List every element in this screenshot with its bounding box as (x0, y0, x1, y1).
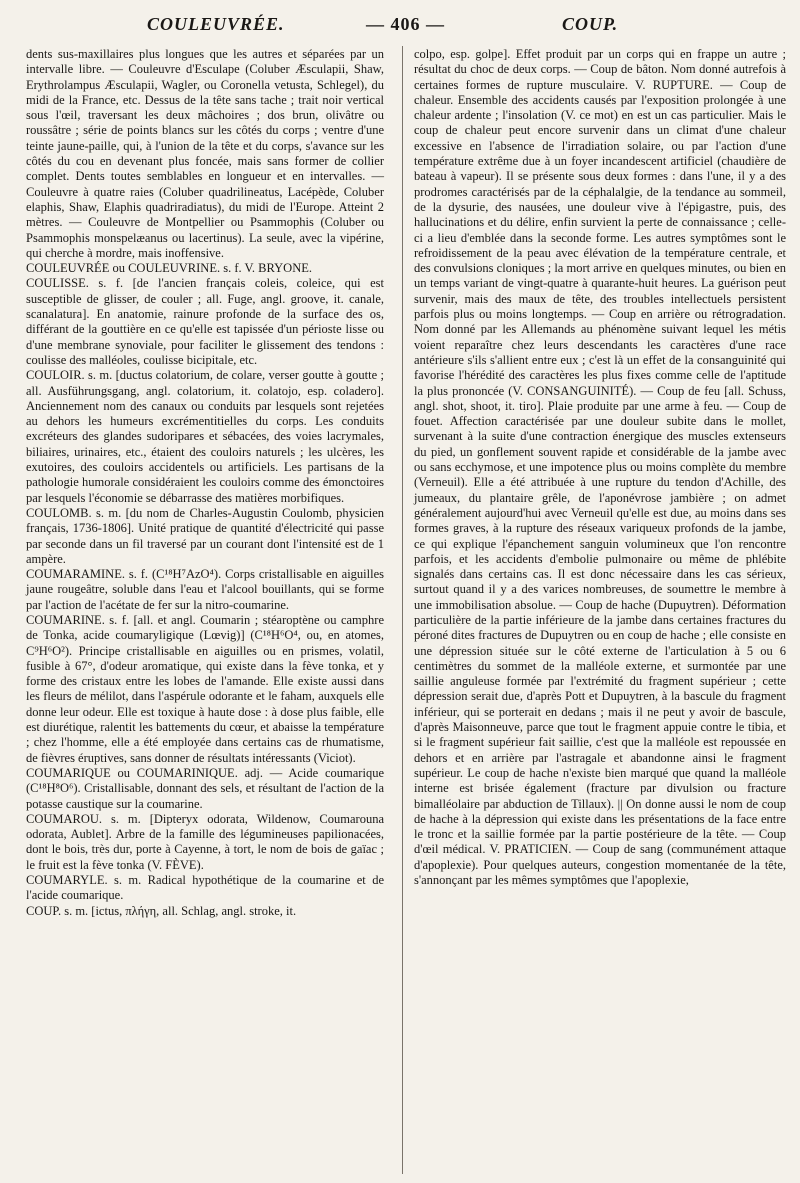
entry-text: COUMARYLE. s. m. Radical hypothétique de la coumarine et de l'acide coumarique. (26, 873, 384, 903)
entry-text: dents sus-maxillaires plus longues que les autres et séparées par un intervalle libre. — Couleuvre d'Esculape (Coluber Æsculapii, Shaw, Erythrolampus Æsculapii, Wagler, ou Coronella vetusta, Schlegel), du midi de la France, etc. Dessus de la tête sans tache ; trait noir vertical sous l'œil, traversant les deux mâchoires ; dos brun, olivâtre ou roussâtre ; série de points blancs sur les côtés du corps ; ventre d'une teinte jaune-paille, qui, à l'union de la tête et du corps, s'avance sur les côtés du cou en devenant plus foncée, mais sans former de collier complet. Dents toutes semblables en longueur et en intervalles. — Couleuvre à quatre raies (Coluber quadrilineatus, Lacépède, Coluber elaphis, Shaw, Elaphis quadriradiatus), du midi de l'Europe. Atteint 2 mètres. — Couleuvre de Montpellier ou Psammophis (Coluber ou Psammophis monspelæanus ou lacertinus). La seule, avec la vipérine, qui cherche à mordre, mais inoffensive. (26, 47, 384, 260)
entry-text: COULISSE. s. f. [de l'ancien français coleis, coleice, qui est susceptible de glisser, de couler ; all. Fuge, angl. groove, it. canale, scanalatura]. En anatomie, rainure profonde de la surface des os, différant de la gouttière en ce qu'elle est tapissée d'un périoste lisse ou d'une membrane synoviale, pour faciliter le glissement des tendons : coulisse des malléoles, coulisse bicipitale, etc. (26, 276, 384, 367)
running-head-right: COUP. (562, 14, 619, 34)
entry-text: COUMAROU. s. m. [Dipteryx odorata, Wildenow, Coumarouna odorata, Aublet]. Arbre de la famille des légumineuses papilionacées, dont le bois, très dur, porte à Cayenne, à tort, le nom de bois de gaïac ; le fruit est la fève tonka (V. FÈVE). (26, 811, 384, 872)
column-divider (402, 46, 403, 1174)
entry-text: COULOIR. s. m. [ductus colatorium, de colare, verser goutte à goutte ; all. Ausführungsgang, angl. colatorium, it. colatojo, esp. coladero]. Anciennement nom des canaux ou conduits par lesquels sont rejetées au dehors les humeurs excrémentitielles du corps. Les conduits excréteurs des glandes sudoripares et sébacées, des voies lacrymales, biliaires, urinaires, etc., étaient des couloirs naturels ; les ulcères, les exutoires, des couloirs accidentels ou artificiels. Les partisans de la pathologie humorale considéraient les couloirs comme des émonctoires par lesquels l'économie se débarrasse des matières morbifiques. (26, 368, 384, 505)
running-head-left: COULEUVRÉE. (147, 14, 285, 34)
left-column (26, 47, 384, 919)
entry-text: COULEUVRÉE ou COULEUVRINE. s. f. V. BRYONE. (26, 261, 312, 276)
entry-text: COUMARAMINE. s. f. (C¹⁸H⁷AzO⁴). Corps cristallisable en aiguilles jaune rougeâtre, soluble dans l'eau et l'alcool bouillants, qui se forme par l'action de l'acétate de fer sur la nitro-coumarine. (26, 567, 384, 612)
entry-text: COULOMB. s. m. [du nom de Charles-Augustin Coulomb, physicien français, 1736-1806]. Unité pratique de quantité d'électricité qui passe par seconde dans un fil traversé par un courant dont l'intensité est de 1 ampère. (26, 505, 384, 566)
page-number: — 406 — (366, 14, 445, 34)
entry-text: COUP. s. m. [ictus, πλήγη, all. Schlag, angl. stroke, it. (26, 903, 297, 918)
right-column (414, 47, 786, 888)
entry-text: COUMARINE. s. f. [all. et angl. Coumarin ; stéaroptène ou camphre de Tonka, acide coumaryligique (Lœvig)] (C¹⁸H⁶O⁴, ou, en atomes, C⁹H⁶O²). Principe cristallisable en aiguilles ou en prismes, volatil, fusible à 67°, d'odeur aromatique, qui existe dans la fève tonka, et y forme des cristaux entre les lobes de l'amande. Elle existe aussi dans les fleurs de mélilot, dans l'aspérule odorante et le faham, auxquels elle donne leur odeur. Elle est toxique à haute dose : à dose plus faible, elle est diurétique, ralentit les battements du cœur, et abaisse la température ; chez l'homme, elle a été employée dans certains cas de rhumatisme, de fièvres éruptives, sans donner de résultats intéressants (Viciot). (26, 612, 384, 765)
entry-text: COUMARIQUE ou COUMARINIQUE. adj. — Acide coumarique (C¹⁸H⁸O⁶). Cristallisable, donnant des sels, et résultant de l'action de la potasse caustique sur la coumarine. (26, 765, 384, 811)
running-head (0, 0, 800, 40)
entry-text: colpo, esp. golpe]. Effet produit par un corps qui en frappe un autre ; résultat du choc de deux corps. — Coup de bâton. Nom donné autrefois à certaines formes de rupture musculaire. V. RUPTURE. — Coup de chaleur. Ensemble des accidents causés par l'exposition prolongée à une chaleur ardente ; l'insolation (V. ce mot) en est un cas particulier. Mais le coup de chaleur peut encore survenir dans un climat d'une chaleur excessive en l'absence de l'irradiation solaire, ou par l'action d'une température extrême due à un foyer incandescent artificiel (chaudière de bateau à vapeur). Il se présente sous deux formes : dans l'une, il y a des prodromes caractérisés par de la céphalalgie, de la tendance au sommeil, de la dysurie, des nausées, une douleur vive à l'épigastre, puis, des hallucinations et du délire, enfin survient la perte de connaissance ; celle-ci a lieu d'emblée dans la seconde forme. Les autres symptômes sont le refroidissement de la peau avec élévation de la température centrale, et des convulsions cloniques ; la mort arrive en quelques minutes, ou bien en un temps variant de vingt-quatre à quarante-huit heures. La guérison peut survenir, mais des maux de tête, des troubles intellectuels persistent parfois plus ou moins longtemps. — Coup en arrière ou rétrogradation. Nom donné par les Allemands au phénomène suivant lequel les métis voient reparaître chez leurs descendants les caractères d'une race antérieure s'ils s'allient entre eux ; c'est là un effet de la consanguinité qui favorise l'hérédité des caractères les plus fixes comme celle de l'aptitude la plus prononcée (V. CONSANGUINITÉ). — Coup de feu [all. Schuss, angl. shot, shoot, it. tiro]. Plaie produite par une arme à feu. — Coup de fouet. Affection caractérisée par une douleur subite dans le mollet, survenant à la suite d'une contraction énergique des muscles extenseurs du pied, un gonflement souvent rapide et considérable de la jambe avec ou sans ecchymose, et une impotence plus ou moins complète du membre (Verneuil). Elle a été attribuée à une rupture du tendon d'Achille, des jumeaux, du plantaire grêle, de l'aponévrose jambière ; on admet généralement aujourd'hui avec Verneuil qu'elle est due, au moins dans ses formes graves, à la rupture des réseaux variqueux profonds de la jambe, ce qui explique l'épanchement sanguin volumineux que l'on rencontre parfois, et les accidents d'embolie pulmonaire ou même de phlébite signalés dans certains cas. Il est donc nécessaire dans les cas sérieux, surtout quand il y a des varices nombreuses, de soumettre le membre à une immobilisation absolue. — Coup de hache (Dupuytren). Déformation particulière de la partie inférieure de la jambe dans certaines fractures du péroné dites fractures de Dupuytren ou en coup de hache ; elle consiste en une dépression située sur le côté externe de l'articulation à 5 ou 6 centimètres du sommet de la malléole externe, et surmontée par une saillie anguleuse formée par l'extrémité du fragment supérieur ; cette dépression serait due, d'après Pott et Dupuytren, à la bascule du fragment inférieur, qui se porterait en dedans ; mais il ne peut y avoir de bascule, d'après Maisonneuve, parce que tout le fragment appuie contre le tibia, et si le fragment supérieur fait saillie, c'est que la malléole est repoussée en dehors et en arrière par l'astragale et abandonne ainsi le fragment supérieur. Le coup de hache n'existe bien marqué que quand la malléole interne est brisée également (fracture par divulsion ou fracture bimalléolaire par abduction de Tillaux). || On donne aussi le nom de coup de hache à la dépression qui existe dans les présentations de la face entre le tronc et la saillie formée par la partie postérieure de la tête. — Coup d'œil médical. V. PRATICIEN. — Coup de sang (communément attaque d'apoplexie). Pour quelques auteurs, congestion momentanée de la tête, s'annonçant par les mêmes symptômes que l'apoplexie, (414, 47, 786, 888)
